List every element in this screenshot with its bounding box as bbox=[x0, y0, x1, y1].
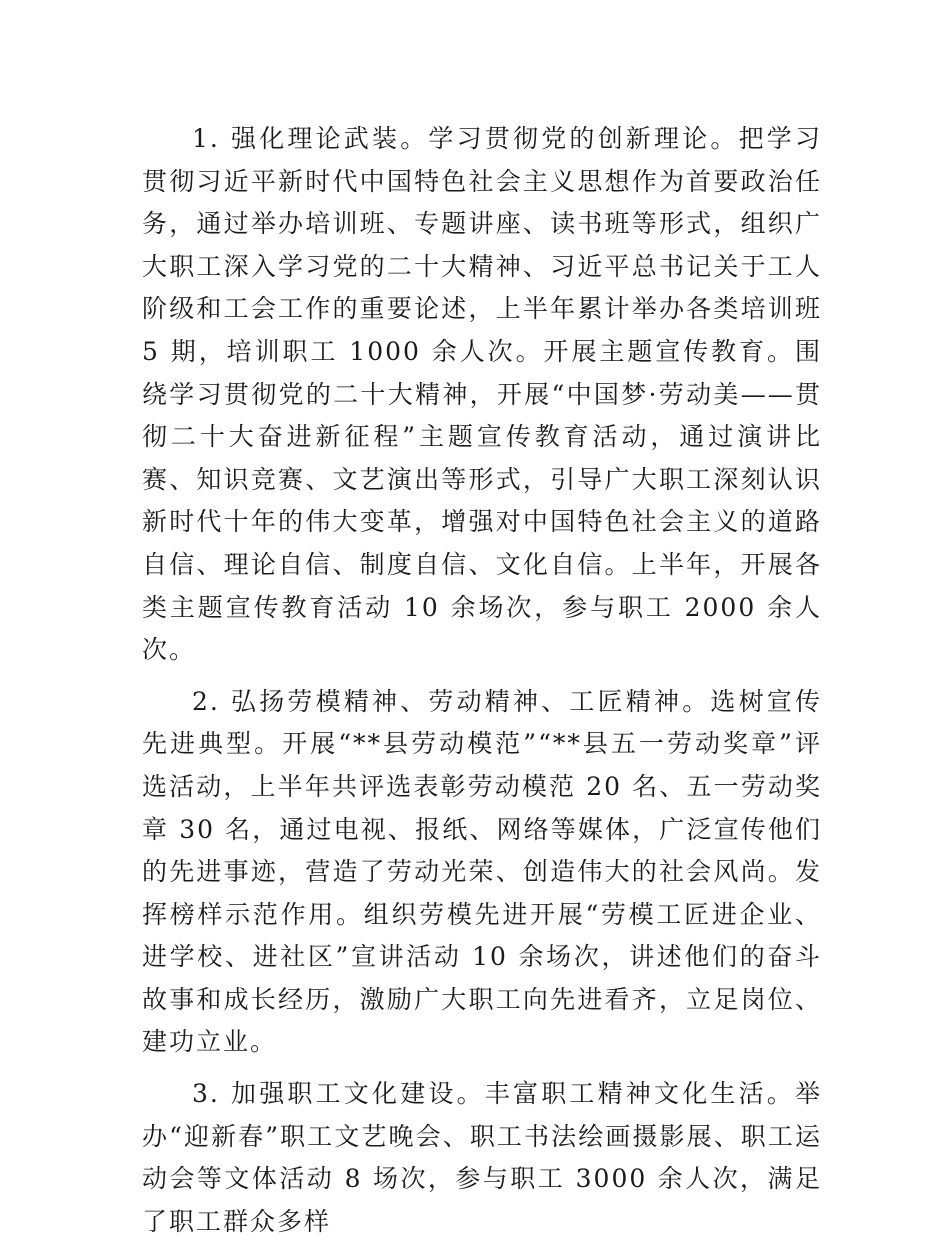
paragraph-theory-armament: 1. 强化理论武装。学习贯彻党的创新理论。把学习贯彻习近平新时代中国特色社会主义思想作为首要政治任务，通过举办培训班、专题讲座、读书班等形式，组织广大职工深入学习党的二十大精神、习近平总书记关于工人阶级和工会工作的重要论述，上半年累计举办各类培训班 5 期，培训职工 1000 余人次。开展主题宣传教育。围绕学习贯彻党的二十大精神，开展“中国梦·劳动美——贯彻二十大奋进新征程”主题宣传教育活动，通过演讲比赛、知识竞赛、文艺演出等形式，引导广大职工深刻认识新时代十年的伟大变革，增强对中国特色社会主义的道路自信、理论自信、制度自信、文化自信。上半年，开展各类主题宣传教育活动 10 余场次，参与职工 2000 余人次。 bbox=[142, 124, 822, 665]
paragraph-model-worker-spirit: 2. 弘扬劳模精神、劳动精神、工匠精神。选树宣传先进典型。开展“**县劳动模范”“**县五一劳动奖章”评选活动，上半年共评选表彰劳动模范 20 名、五一劳动奖章 30 名，通过电视、报纸、网络等媒体，广泛宣传他们的先进事迹，营造了劳动光荣、创造伟大的社会风尚。发挥榜样示范作用。组织劳模先进开展“劳模工匠进企业、进学校、进社区”宣讲活动 10 余场次，讲述他们的奋斗故事和成长经历，激励广大职工向先进看齐，立足岗位、建功立业。 bbox=[142, 686, 822, 1057]
paragraph-worker-culture: 3. 加强职工文化建设。丰富职工精神文化生活。举办“迎新春”职工文艺晚会、职工书法绘画摄影展、职工运动会等文体活动 8 场次，参与职工 3000 余人次，满足了职工群众多样 bbox=[142, 1079, 822, 1236]
document-body bbox=[142, 118, 822, 1252]
